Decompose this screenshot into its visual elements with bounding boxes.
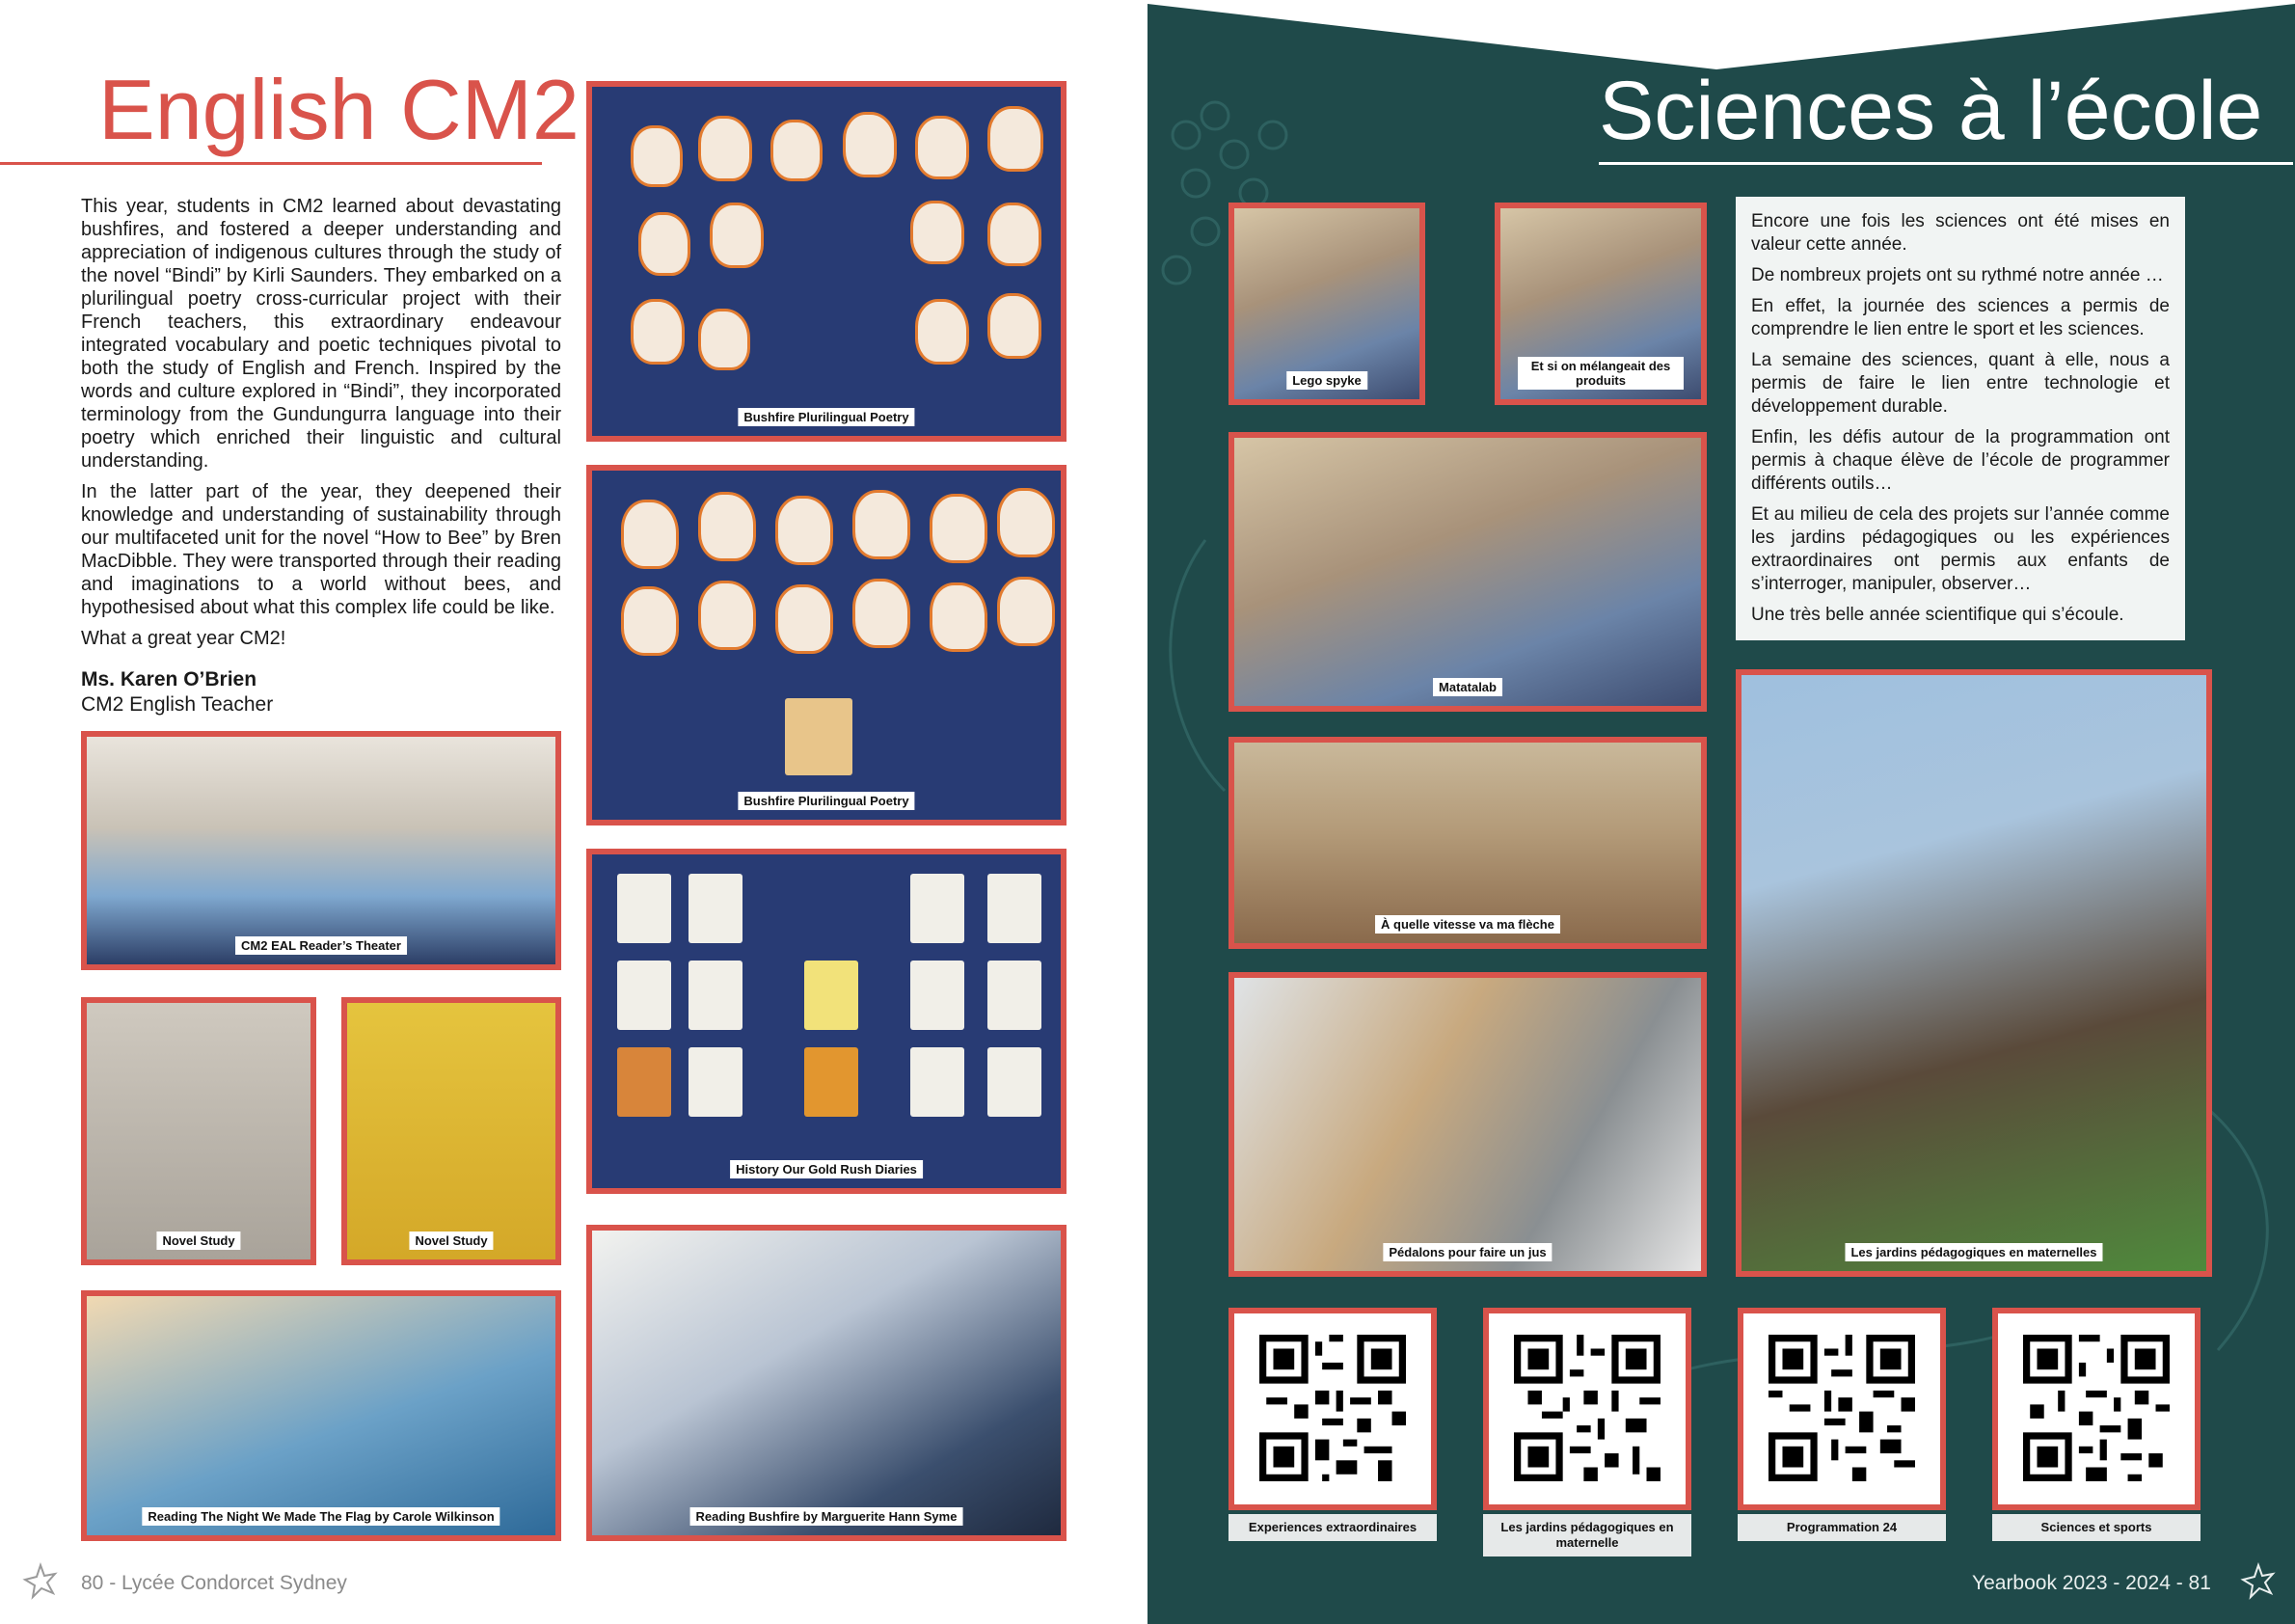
page-footer: Yearbook 2023 - 2024 - 81 [1972,1572,2211,1594]
school-logo-icon [21,1562,60,1601]
diary-page [804,961,858,1030]
diary-page [688,874,742,943]
flame-poem [997,488,1055,557]
photo-reading-bushfire [586,1225,1066,1541]
photo-caption: Lego spyke [1286,371,1367,390]
flame-poem [843,112,897,177]
signature [81,667,561,717]
paragraph: Encore une fois les sciences ont été mises en valeur cette année. [1751,211,2170,255]
page-title: English CM2 [98,62,580,157]
signature-role: CM2 English Teacher [81,693,274,716]
flame-poem [710,203,764,268]
flame-poem [638,212,690,276]
photo-pedalons-jus [1228,972,1707,1277]
paragraph: La semaine des sciences, quant à elle, nous a permis de faire le lien entre technologie et développement durable. [1751,350,2170,417]
photo-caption: Novel Study [409,1232,493,1250]
qr-code-icon [1768,1335,1915,1481]
flame-poem [910,201,964,264]
diary-page [987,874,1041,943]
flame-poem [698,116,752,181]
title-underline [0,162,542,165]
page-title: Sciences à l’école [1599,65,2263,157]
diary-page [617,874,671,943]
photo-image [1742,675,2206,1271]
photo-image [592,87,1061,436]
diary-page [987,1047,1041,1117]
diary-page [617,961,671,1030]
photo-image [1234,978,1701,1271]
qr-caption: Programmation 24 [1738,1514,1946,1541]
flame-poem [631,299,685,365]
flame-poem [775,584,833,654]
qr-caption: Experiences extraordinaires [1228,1514,1437,1541]
diary-page [688,961,742,1030]
photo-reading-flag [81,1290,561,1541]
paragraph: De nombreux projets ont su rythmé notre année … [1751,265,2164,285]
title-underline [1599,162,2293,165]
photo-bushfire-poetry-2 [586,465,1066,826]
flame-poem [770,120,823,181]
qr-code-programmation[interactable] [1738,1308,1946,1510]
photo-image [1234,743,1701,943]
diary-page [910,961,964,1030]
diary-page [688,1047,742,1117]
diary-page [987,961,1041,1030]
photo-image [592,471,1061,820]
photo-lego-spyke [1228,203,1425,405]
photo-caption: History Our Gold Rush Diaries [730,1160,923,1178]
flame-poem [997,577,1055,646]
photo-caption: Pédalons pour faire un jus [1383,1243,1552,1261]
photo-caption: Les jardins pédagogiques en maternelles [1845,1243,2102,1261]
flame-poem [775,496,833,565]
right-page [1148,0,2295,1624]
photo-melange-produits [1495,203,1707,405]
photo-caption: Reading Bushfire by Marguerite Hann Syme [690,1507,963,1526]
photo-jardins-pedagogiques [1736,669,2212,1277]
photo-caption: Matatalab [1433,678,1502,696]
qr-code-icon [1514,1335,1660,1481]
page-footer: 80 - Lycée Condorcet Sydney [81,1572,347,1594]
school-logo-icon [2239,1562,2278,1601]
photo-caption: Et si on mélangeait des produits [1518,357,1684,390]
qr-code-jardins[interactable] [1483,1308,1691,1510]
photo-bushfire-poetry-1 [586,81,1066,442]
paragraph: Et au milieu de cela des projets sur l’année comme les jardins pédagogiques ou les expériences extraordinaires ont permis aux enfants de s’interroger, manipuler, observer… [1751,504,2170,594]
diary-page [910,1047,964,1117]
photo-image [87,737,555,964]
photo-image [1234,438,1701,706]
photo-gold-rush-diaries [586,849,1066,1194]
flame-poem [631,125,683,187]
paragraph: Enfin, les défis autour de la programmation ont permis à chaque élève de l’école de programmer différents outils… [1751,427,2170,494]
photo-image [592,1231,1061,1535]
photo-image [347,1003,555,1259]
diary-page [804,1047,858,1117]
paragraph: What a great year CM2! [81,628,286,649]
photo-caption: À quelle vitesse va ma flèche [1375,915,1560,934]
flame-poem [852,490,910,559]
flame-poem [852,579,910,648]
photo-vitesse-fleche [1228,737,1707,949]
paragraph: This year, students in CM2 learned about devastating bushfires, and fostered a deeper understanding and appreciation of indigenous cultures through the study of the novel “Bindi” by Kirli Saunders. They embarked on a plurilingual poetry cross-curricular project with their French teachers, this extraordinary endeavour integrated vocabulary and poetic techniques pivotal to both the study of English and French. Inspired by the words and culture explored in “Bindi”, they incorporated terminology from the Gundungurra language into their poetry which enriched their linguistic and cultural understanding. [81,196,561,472]
qr-code-icon [1259,1335,1406,1481]
diary-page [617,1047,671,1117]
photo-novel-how-to-bee [341,997,561,1265]
flame-poem [930,494,987,563]
flame-poem [621,500,679,569]
article-text [81,195,561,717]
photo-novel-bindi [81,997,316,1265]
flame-poem [987,203,1041,266]
photo-matatalab [1228,432,1707,712]
photo-caption: Bushfire Plurilingual Poetry [738,408,914,426]
science-text-box [1736,197,2185,640]
signature-name: Ms. Karen O’Brien [81,668,257,690]
photo-eal-readers-theater [81,731,561,970]
flame-poem [915,116,969,179]
flame-poem [621,586,679,656]
photo-image [87,1003,310,1259]
book-cover-image [785,698,852,775]
photo-caption: Reading The Night We Made The Flag by Carole Wilkinson [142,1507,500,1526]
qr-caption: Sciences et sports [1992,1514,2200,1541]
photo-caption: Bushfire Plurilingual Poetry [738,792,914,810]
photo-image [592,854,1061,1188]
paragraph: En effet, la journée des sciences a permis de comprendre le lien entre le sport et les sciences. [1751,296,2170,339]
paragraph: In the latter part of the year, they deepened their knowledge and understanding of sustainability through our multifaceted unit for the novel “How to Bee” by Bren MacDibble. They were transported through their reading and imaginations to a world without bees, and hypothesised about what this complex life could be like. [81,481,561,618]
paragraph: Une très belle année scientifique qui s’écoule. [1751,605,2124,625]
qr-code-experiences[interactable] [1228,1308,1437,1510]
flame-poem [930,582,987,652]
diary-page [910,874,964,943]
photo-caption: Novel Study [156,1232,240,1250]
flame-poem [987,293,1041,359]
photo-image [87,1296,555,1535]
qr-code-sciences-sports[interactable] [1992,1308,2200,1510]
qr-caption: Les jardins pédagogiques en maternelle [1483,1514,1691,1556]
flame-poem [698,581,756,650]
flame-poem [698,309,750,370]
flame-poem [915,299,969,365]
flame-poem [698,492,756,561]
flame-poem [987,106,1043,172]
photo-caption: CM2 EAL Reader’s Theater [235,936,407,955]
qr-code-icon [2023,1335,2170,1481]
